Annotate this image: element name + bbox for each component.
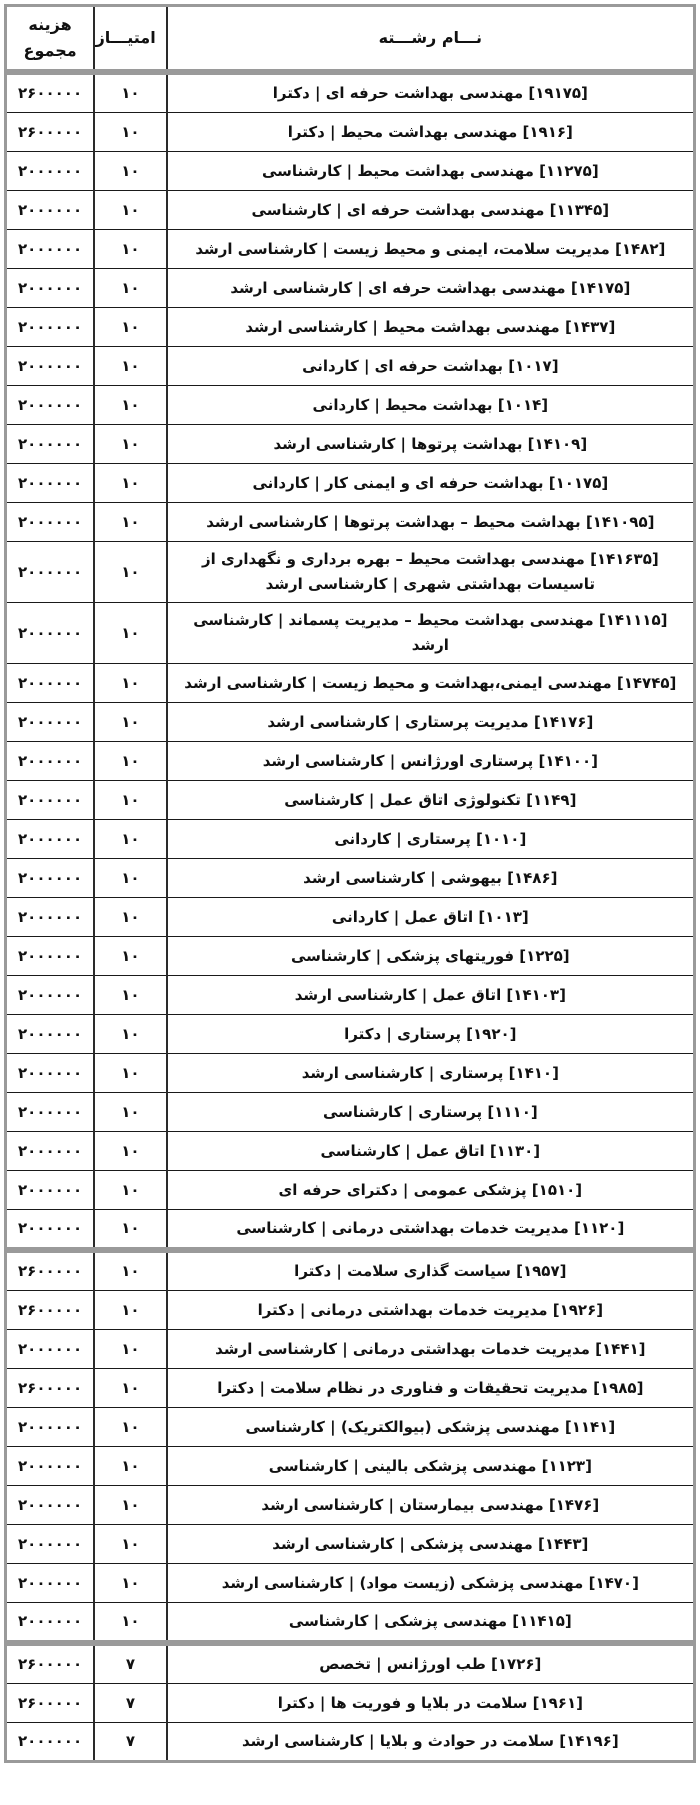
cell-score: ۱۰ — [94, 347, 167, 386]
cell-score: ۱۰ — [94, 1525, 167, 1564]
cell-name: [۱۱۲۳] مهندسی پزشکی بالینی | کارشناسی — [167, 1447, 695, 1486]
cell-score: ۱۰ — [94, 503, 167, 542]
cell-cost: ۲۶۰۰۰۰۰ — [6, 1291, 95, 1330]
cell-cost: ۲۰۰۰۰۰۰ — [6, 1132, 95, 1171]
cell-score: ۱۰ — [94, 308, 167, 347]
table-row — [6, 1486, 695, 1525]
cell-name: [۱۴۱۰] پرستاری | کارشناسی ارشد — [167, 1054, 695, 1093]
table-row — [6, 1093, 695, 1132]
table-row — [6, 1210, 695, 1249]
table-row — [6, 859, 695, 898]
cell-score: ۱۰ — [94, 1447, 167, 1486]
table-row — [6, 1054, 695, 1093]
table-row — [6, 1369, 695, 1408]
cell-cost: ۲۶۰۰۰۰۰ — [6, 1369, 95, 1408]
cell-name: [۱۴۱۰۹۵] بهداشت محیط – بهداشت پرتوها | کارشناسی ارشد — [167, 503, 695, 542]
table-row — [6, 937, 695, 976]
cell-name: [۱۴۱۰۰] پرستاری اورژانس | کارشناسی ارشد — [167, 742, 695, 781]
cell-score: ۱۰ — [94, 1369, 167, 1408]
cell-score: ۱۰ — [94, 1015, 167, 1054]
cell-cost: ۲۰۰۰۰۰۰ — [6, 1447, 95, 1486]
cell-score: ۱۰ — [94, 742, 167, 781]
table-row — [6, 1447, 695, 1486]
cell-score: ۱۰ — [94, 1408, 167, 1447]
table-body-segment-2 — [4, 1250, 696, 1643]
cell-score: ۱۰ — [94, 269, 167, 308]
cell-name: [۱۷۲۶] طب اورژانس | تخصص — [167, 1645, 695, 1684]
cell-score: ۱۰ — [94, 603, 167, 664]
cell-cost: ۲۰۰۰۰۰۰ — [6, 898, 95, 937]
cell-cost: ۲۰۰۰۰۰۰ — [6, 503, 95, 542]
table-row — [6, 1603, 695, 1642]
cell-cost: ۲۰۰۰۰۰۰ — [6, 742, 95, 781]
table-header-segment — [4, 4, 696, 72]
cell-cost: ۲۰۰۰۰۰۰ — [6, 1486, 95, 1525]
cell-name: [۱۴۱۷۵] مهندسی بهداشت حرفه ای | کارشناسی ارشد — [167, 269, 695, 308]
cell-name: [۱۴۳۷] مهندسی بهداشت محیط | کارشناسی ارشد — [167, 308, 695, 347]
column-header-field-name: نـــام رشـــته — [167, 6, 695, 71]
table-row — [6, 1330, 695, 1369]
cell-score: ۱۰ — [94, 74, 167, 113]
cell-cost: ۲۰۰۰۰۰۰ — [6, 1330, 95, 1369]
table-row — [6, 113, 695, 152]
cell-cost: ۲۰۰۰۰۰۰ — [6, 269, 95, 308]
cell-name: [۱۹۵۷] سیاست گذاری سلامت | دکترا — [167, 1252, 695, 1291]
cell-cost: ۲۶۰۰۰۰۰ — [6, 1645, 95, 1684]
cell-cost: ۲۶۰۰۰۰۰ — [6, 74, 95, 113]
table-row — [6, 898, 695, 937]
cell-score: ۱۰ — [94, 781, 167, 820]
column-header-score: امتیـــاز — [94, 6, 167, 71]
cell-cost: ۲۶۰۰۰۰۰ — [6, 1684, 95, 1723]
cell-name: [۱۴۱۷۶] مدیریت پرستاری | کارشناسی ارشد — [167, 703, 695, 742]
cell-name: [۱۴۱۶۳۵] مهندسی بهداشت محیط – بهره برداری و نگهداری از تاسیسات بهداشتی شهری | کارشناسی ارشد — [167, 542, 695, 603]
cell-cost: ۲۰۰۰۰۰۰ — [6, 703, 95, 742]
cell-cost: ۲۰۰۰۰۰۰ — [6, 1564, 95, 1603]
cell-cost: ۲۶۰۰۰۰۰ — [6, 113, 95, 152]
table-row — [6, 269, 695, 308]
cell-name: [۱۴۴۳] مهندسی پزشکی | کارشناسی ارشد — [167, 1525, 695, 1564]
cell-name: [۱۵۱۰] پزشکی عمومی | دکترای حرفه ای — [167, 1171, 695, 1210]
table-row — [6, 1252, 695, 1291]
column-header-total-cost: هزینه مجموع — [6, 6, 95, 71]
cell-cost: ۲۰۰۰۰۰۰ — [6, 425, 95, 464]
cell-score: ۱۰ — [94, 386, 167, 425]
cell-cost: ۲۰۰۰۰۰۰ — [6, 464, 95, 503]
cell-cost: ۲۰۰۰۰۰۰ — [6, 308, 95, 347]
cell-score: ۱۰ — [94, 230, 167, 269]
cell-score: ۷ — [94, 1684, 167, 1723]
table-row — [6, 542, 695, 603]
table-row — [6, 1132, 695, 1171]
cell-name: [۱۱۲۰] مدیریت خدمات بهداشتی درمانی | کارشناسی — [167, 1210, 695, 1249]
cell-name: [۱۴۱۰۹] بهداشت پرتوها | کارشناسی ارشد — [167, 425, 695, 464]
table-row — [6, 1723, 695, 1762]
cell-score: ۱۰ — [94, 191, 167, 230]
table-row — [6, 781, 695, 820]
table-row — [6, 820, 695, 859]
cell-cost: ۲۰۰۰۰۰۰ — [6, 152, 95, 191]
table-row — [6, 742, 695, 781]
cell-cost: ۲۰۰۰۰۰۰ — [6, 1525, 95, 1564]
cell-name: [۱۰۱۳] اتاق عمل | کاردانی — [167, 898, 695, 937]
table-row — [6, 976, 695, 1015]
cell-name: [۱۹۶۱] سلامت در بلایا و فوریت ها | دکترا — [167, 1684, 695, 1723]
cell-score: ۱۰ — [94, 664, 167, 703]
cell-name: [۱۹۲۶] مدیریت خدمات بهداشتی درمانی | دکترا — [167, 1291, 695, 1330]
table-row — [6, 425, 695, 464]
cell-name: [۱۰۱۰] پرستاری | کاردانی — [167, 820, 695, 859]
cell-name: [۱۴۱۰۳] اتاق عمل | کارشناسی ارشد — [167, 976, 695, 1015]
cell-cost: ۲۰۰۰۰۰۰ — [6, 976, 95, 1015]
cell-cost: ۲۰۰۰۰۰۰ — [6, 386, 95, 425]
table-row — [6, 464, 695, 503]
cell-name: [۱۱۳۴۵] مهندسی بهداشت حرفه ای | کارشناسی — [167, 191, 695, 230]
table-row — [6, 603, 695, 664]
cell-score: ۱۰ — [94, 1486, 167, 1525]
cell-cost: ۲۰۰۰۰۰۰ — [6, 1171, 95, 1210]
table-row — [6, 1525, 695, 1564]
table-body-segment-1 — [4, 72, 696, 1250]
cell-name: [۱۹۲۰] پرستاری | دکترا — [167, 1015, 695, 1054]
cell-score: ۱۰ — [94, 425, 167, 464]
table-row — [6, 386, 695, 425]
cell-cost: ۲۰۰۰۰۰۰ — [6, 859, 95, 898]
cell-name: [۱۹۸۵] مدیریت تحقیقات و فناوری در نظام سلامت | دکترا — [167, 1369, 695, 1408]
cell-score: ۱۰ — [94, 703, 167, 742]
cell-score: ۱۰ — [94, 1210, 167, 1249]
cell-name: [۱۴۷۰] مهندسی پزشکی (زیست مواد) | کارشناسی ارشد — [167, 1564, 695, 1603]
cell-cost: ۲۰۰۰۰۰۰ — [6, 191, 95, 230]
table-row — [6, 1015, 695, 1054]
cell-name: [۱۱۴۹] تکنولوژی اتاق عمل | کارشناسی — [167, 781, 695, 820]
cell-name: [۱۴۴۱] مدیریت خدمات بهداشتی درمانی | کارشناسی ارشد — [167, 1330, 695, 1369]
table-row — [6, 703, 695, 742]
cell-score: ۱۰ — [94, 1564, 167, 1603]
cell-cost: ۲۰۰۰۰۰۰ — [6, 1408, 95, 1447]
cell-score: ۱۰ — [94, 152, 167, 191]
cell-score: ۱۰ — [94, 113, 167, 152]
cell-score: ۱۰ — [94, 1171, 167, 1210]
cell-name: [۱۱۴۱] مهندسی پزشکی (بیوالکتریک) | کارشناسی — [167, 1408, 695, 1447]
table-row — [6, 1291, 695, 1330]
cell-score: ۱۰ — [94, 464, 167, 503]
table-row — [6, 664, 695, 703]
cell-score: ۱۰ — [94, 1603, 167, 1642]
cell-cost: ۲۰۰۰۰۰۰ — [6, 347, 95, 386]
cell-cost: ۲۰۰۰۰۰۰ — [6, 1723, 95, 1762]
cell-cost: ۲۰۰۰۰۰۰ — [6, 230, 95, 269]
cell-cost: ۲۰۰۰۰۰۰ — [6, 820, 95, 859]
cell-name: [۱۱۲۷۵] مهندسی بهداشت محیط | کارشناسی — [167, 152, 695, 191]
cell-name: [۱۱۴۱۵] مهندسی پزشکی | کارشناسی — [167, 1603, 695, 1642]
cell-cost: ۲۰۰۰۰۰۰ — [6, 1603, 95, 1642]
table-body-segment-3 — [4, 1643, 696, 1763]
cell-name: [۱۰۱۴] بهداشت محیط | کاردانی — [167, 386, 695, 425]
cell-cost: ۲۰۰۰۰۰۰ — [6, 781, 95, 820]
cell-score: ۱۰ — [94, 976, 167, 1015]
cell-name: [۱۹۱۷۵] مهندسی بهداشت حرفه ای | دکترا — [167, 74, 695, 113]
cell-score: ۱۰ — [94, 1093, 167, 1132]
cell-cost: ۲۰۰۰۰۰۰ — [6, 664, 95, 703]
cell-score: ۱۰ — [94, 1054, 167, 1093]
cell-score: ۷ — [94, 1645, 167, 1684]
cell-cost: ۲۰۰۰۰۰۰ — [6, 1210, 95, 1249]
cell-name: [۱۴۷۴۵] مهندسی ایمنی،بهداشت و محیط زیست | کارشناسی ارشد — [167, 664, 695, 703]
cell-name: [۱۴۱۱۱۵] مهندسی بهداشت محیط – مدیریت پسماند | کارشناسی ارشد — [167, 603, 695, 664]
cell-name: [۱۱۱۰] پرستاری | کارشناسی — [167, 1093, 695, 1132]
cell-cost: ۲۰۰۰۰۰۰ — [6, 603, 95, 664]
cell-name: [۱۴۷۶] مهندسی بیمارستان | کارشناسی ارشد — [167, 1486, 695, 1525]
cell-score: ۱۰ — [94, 820, 167, 859]
cell-cost: ۲۰۰۰۰۰۰ — [6, 937, 95, 976]
table-row — [6, 74, 695, 113]
table-row — [6, 1684, 695, 1723]
table-row — [6, 1408, 695, 1447]
cell-cost: ۲۶۰۰۰۰۰ — [6, 1252, 95, 1291]
cell-name: [۱۴۱۹۶] سلامت در حوادث و بلایا | کارشناسی ارشد — [167, 1723, 695, 1762]
table-row — [6, 1564, 695, 1603]
table-row — [6, 347, 695, 386]
cell-name: [۱۰۱۷] بهداشت حرفه ای | کاردانی — [167, 347, 695, 386]
cell-score: ۱۰ — [94, 898, 167, 937]
cell-name: [۱۴۸۶] بیهوشی | کارشناسی ارشد — [167, 859, 695, 898]
cell-name: [۱۲۲۵] فوریتهای پزشکی | کارشناسی — [167, 937, 695, 976]
header-row — [6, 6, 695, 71]
table-row — [6, 308, 695, 347]
cell-score: ۱۰ — [94, 542, 167, 603]
cell-score: ۱۰ — [94, 1252, 167, 1291]
cell-name: [۱۹۱۶] مهندسی بهداشت محیط | دکترا — [167, 113, 695, 152]
cell-score: ۱۰ — [94, 1330, 167, 1369]
cell-score: ۷ — [94, 1723, 167, 1762]
table-row — [6, 1645, 695, 1684]
table-row — [6, 230, 695, 269]
cell-name: [۱۴۸۲] مدیریت سلامت، ایمنی و محیط زیست | کارشناسی ارشد — [167, 230, 695, 269]
cell-cost: ۲۰۰۰۰۰۰ — [6, 542, 95, 603]
cell-cost: ۲۰۰۰۰۰۰ — [6, 1015, 95, 1054]
cell-cost: ۲۰۰۰۰۰۰ — [6, 1093, 95, 1132]
cell-name: [۱۱۳۰] اتاق عمل | کارشناسی — [167, 1132, 695, 1171]
table-row — [6, 503, 695, 542]
table-row — [6, 191, 695, 230]
cell-score: ۱۰ — [94, 1291, 167, 1330]
table-row — [6, 1171, 695, 1210]
cell-name: [۱۰۱۷۵] بهداشت حرفه ای و ایمنی کار | کاردانی — [167, 464, 695, 503]
table-row — [6, 152, 695, 191]
cell-cost: ۲۰۰۰۰۰۰ — [6, 1054, 95, 1093]
cell-score: ۱۰ — [94, 859, 167, 898]
cell-score: ۱۰ — [94, 1132, 167, 1171]
cell-score: ۱۰ — [94, 937, 167, 976]
